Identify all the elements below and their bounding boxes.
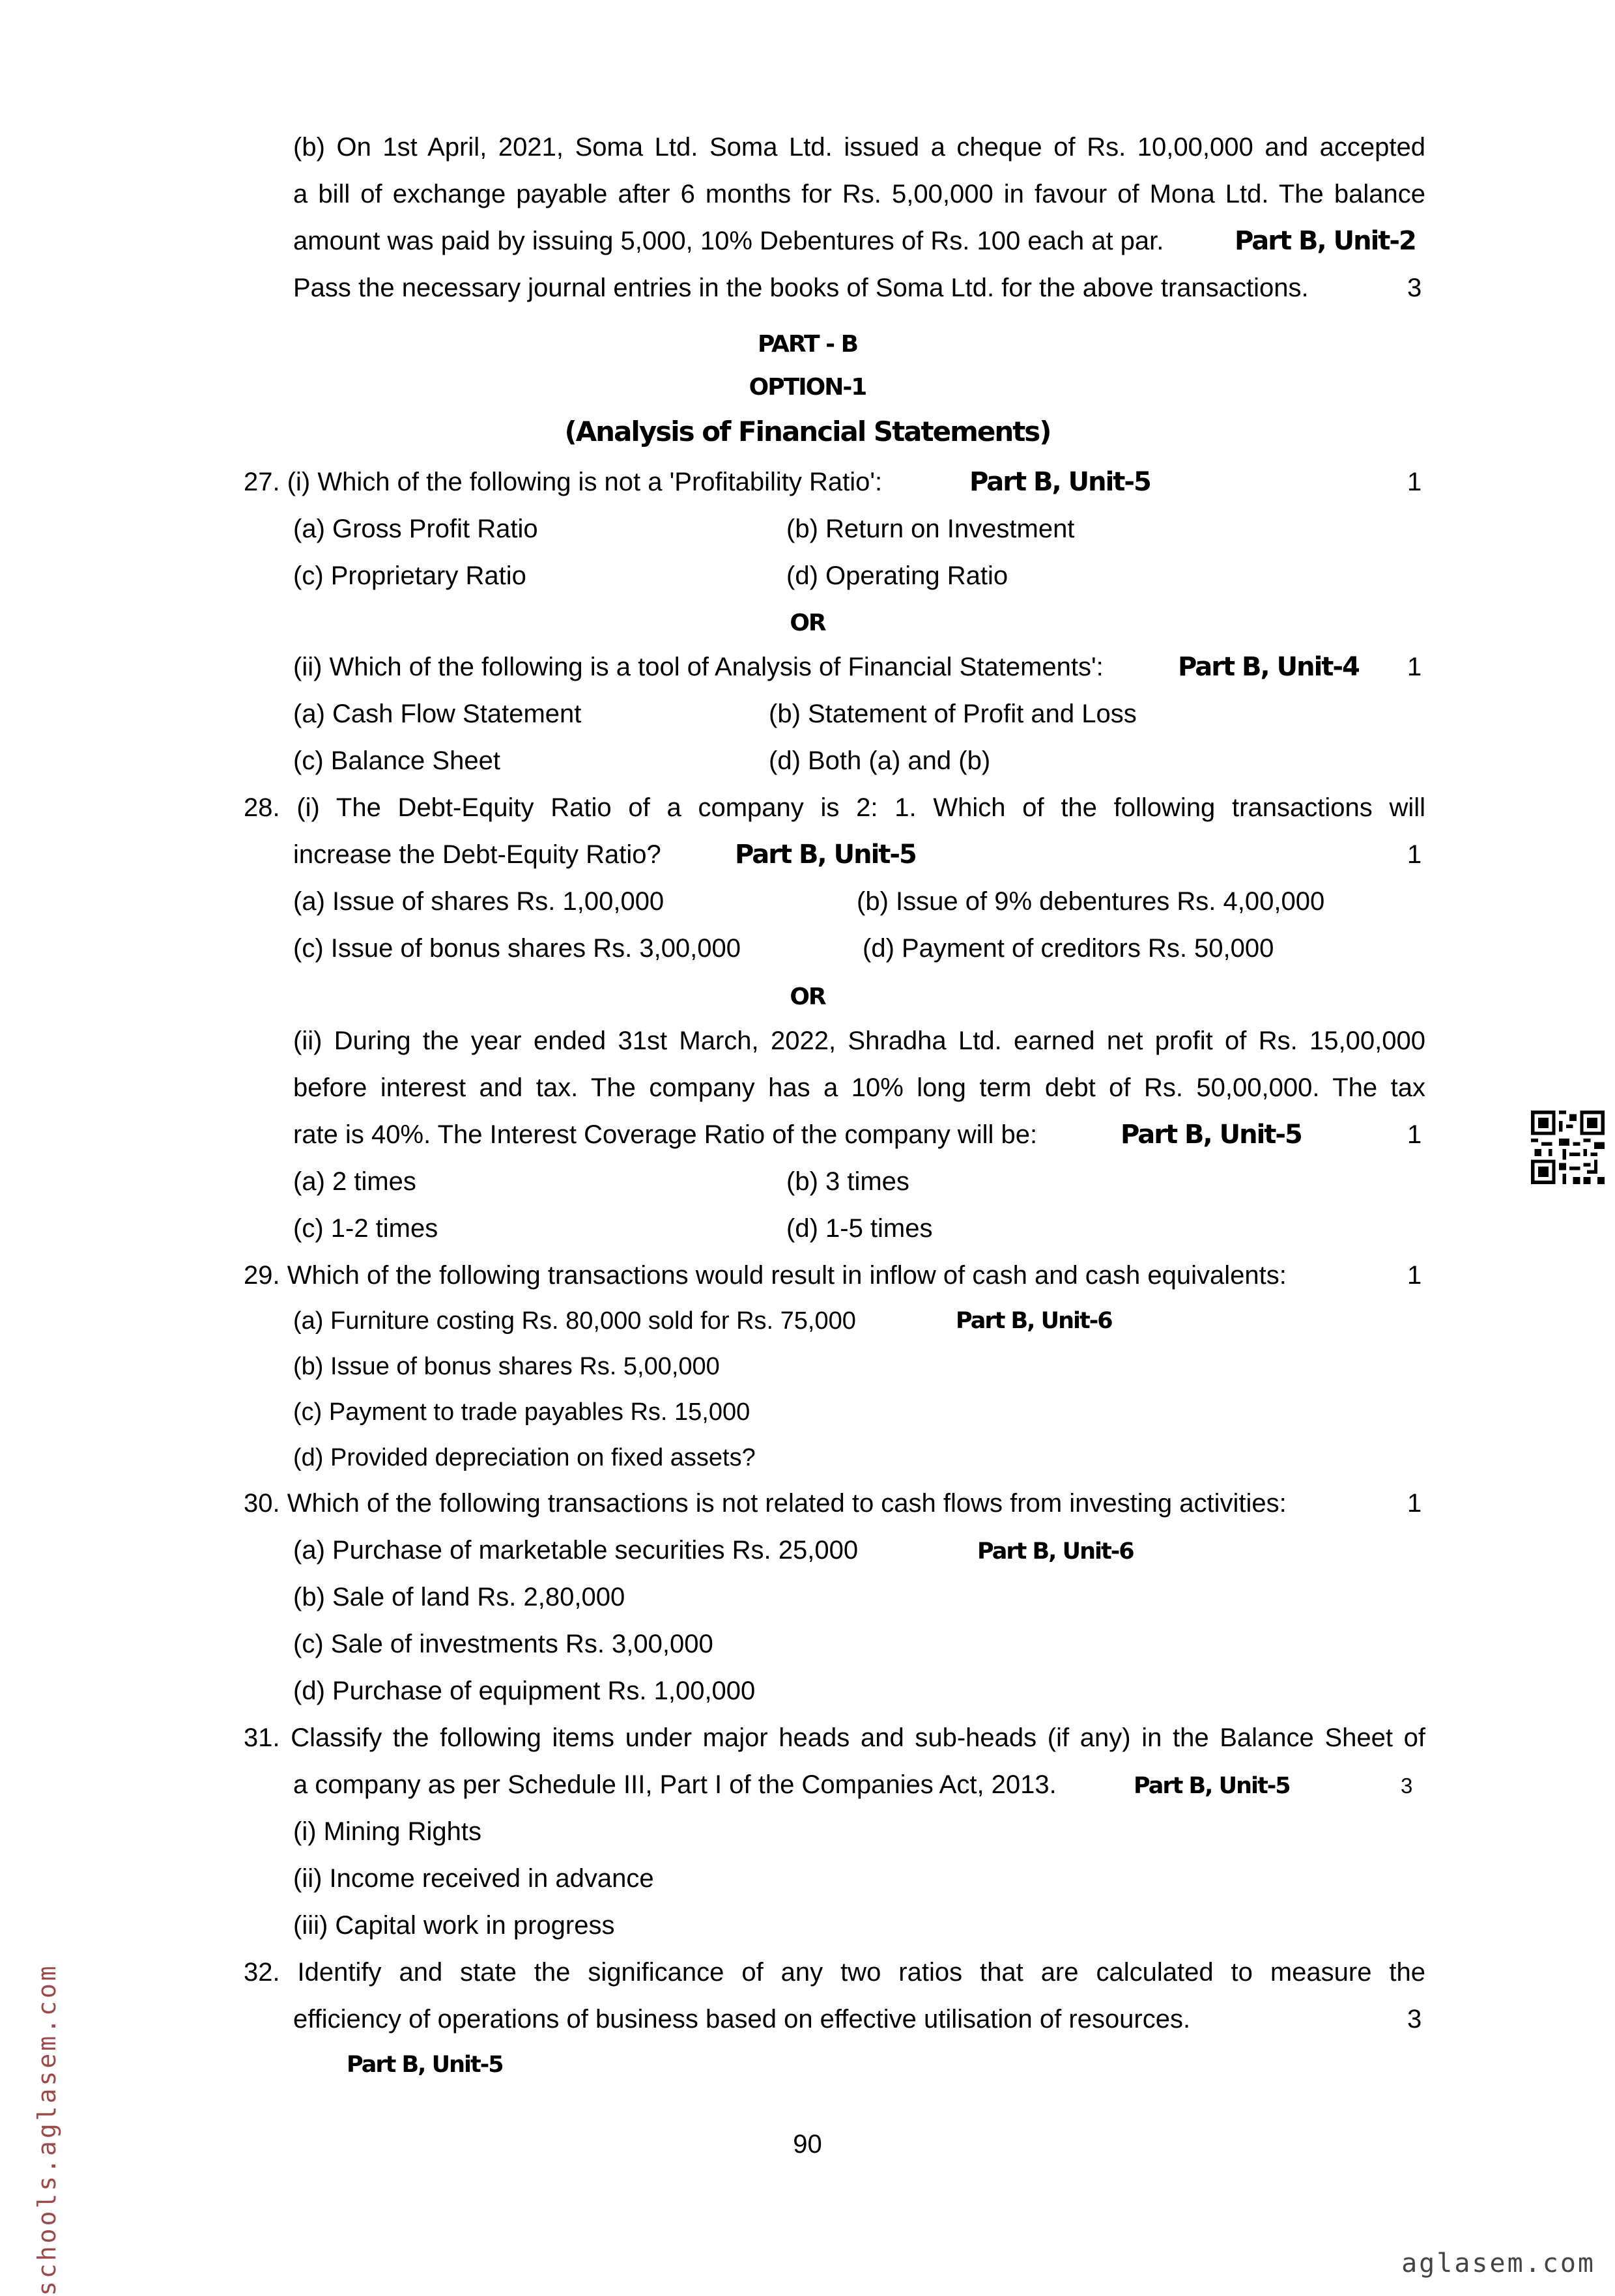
q28-or-divider: OR — [790, 984, 825, 1010]
q28-ii-option-c: (c) 1-2 times — [293, 1214, 438, 1243]
q30-option-c: (c) Sale of investments Rs. 3,00,000 — [293, 1630, 713, 1658]
option-heading: OPTION-1 — [749, 374, 866, 401]
q27-ii-option-c: (c) Balance Sheet — [293, 746, 500, 775]
q32-line2: efficiency of operations of business based on effective utilisation of resources. — [293, 2005, 1191, 2034]
q26b-unit-tag: Part B, Unit-2 — [1235, 226, 1416, 256]
q27-i-unit-tag: Part B, Unit-5 — [969, 467, 1151, 497]
q30-option-d: (d) Purchase of equipment Rs. 1,00,000 — [293, 1677, 756, 1705]
q30-question: 30. Which of the following transactions is not related to cash flows from investing activities: — [244, 1489, 1287, 1518]
q27-i-option-c: (c) Proprietary Ratio — [293, 561, 526, 590]
q29-option-d: (d) Provided depreciation on fixed assets? — [293, 1444, 756, 1471]
q32-unit-tag: Part B, Unit-5 — [347, 2052, 503, 2078]
q27-i-option-d: (d) Operating Ratio — [786, 561, 1008, 590]
q29-question: 29. Which of the following transactions would result in inflow of cash and cash equivalents: — [244, 1261, 1287, 1290]
q28-ii-line3: rate is 40%. The Interest Coverage Ratio of the company will be: — [293, 1120, 1038, 1149]
q31-item-i: (i) Mining Rights — [293, 1817, 481, 1846]
q27-ii-marks: 1 — [1407, 653, 1422, 681]
q28-ii-line1: (ii) During the year ended 31st March, 2022, Shradha Ltd. earned net profit of Rs. 15,00,000 — [293, 1027, 1425, 1055]
q28-i-line2: increase the Debt-Equity Ratio? — [293, 840, 661, 869]
q29-option-b: (b) Issue of bonus shares Rs. 5,00,000 — [293, 1353, 720, 1380]
q30-option-a: (a) Purchase of marketable securities Rs. 25,000 — [293, 1536, 859, 1565]
q28-ii-line2: before interest and tax. The company has a 10% long term debt of Rs. 50,00,000. The tax — [293, 1073, 1425, 1102]
q31-line1: 31. Classify the following items under major heads and sub-heads (if any) in the Balance Sheet of — [244, 1723, 1425, 1752]
q28-ii-option-a: (a) 2 times — [293, 1167, 416, 1196]
q28-i-option-b: (b) Issue of 9% debentures Rs. 4,00,000 — [857, 887, 1325, 916]
q27-ii-option-b: (b) Statement of Profit and Loss — [769, 700, 1137, 728]
qr-code — [1531, 1111, 1605, 1184]
q28-ii-option-b: (b) 3 times — [786, 1167, 909, 1196]
q28-i-option-d: (d) Payment of creditors Rs. 50,000 — [863, 934, 1274, 963]
q31-unit-tag: Part B, Unit-5 — [1134, 1773, 1290, 1799]
q26b-line1: (b) On 1st April, 2021, Soma Ltd. Soma Ltd. issued a cheque of Rs. 10,00,000 and accepted — [293, 133, 1425, 162]
q26b-line3: amount was paid by issuing 5,000, 10% Debentures of Rs. 100 each at par. — [293, 227, 1164, 255]
q27-i-option-a: (a) Gross Profit Ratio — [293, 515, 538, 543]
q28-ii-option-d: (d) 1-5 times — [786, 1214, 933, 1243]
q28-ii-marks: 1 — [1407, 1120, 1422, 1149]
q32-marks: 3 — [1407, 2005, 1422, 2034]
q30-marks: 1 — [1407, 1489, 1422, 1518]
q28-i-line1: 28. (i) The Debt-Equity Ratio of a company is 2: 1. Which of the following transactions will — [244, 793, 1425, 822]
q28-i-option-c: (c) Issue of bonus shares Rs. 3,00,000 — [293, 934, 741, 963]
q30-option-b: (b) Sale of land Rs. 2,80,000 — [293, 1583, 625, 1611]
q31-item-ii: (ii) Income received in advance — [293, 1864, 654, 1893]
q27-i-marks: 1 — [1407, 468, 1422, 496]
q32-line1: 32. Identify and state the significance of any two ratios that are calculated to measure the — [244, 1958, 1425, 1987]
q31-line2: a company as per Schedule III, Part I of the Companies Act, 2013. — [293, 1770, 1057, 1799]
q27-ii-question: (ii) Which of the following is a tool of Analysis of Financial Statements': — [293, 653, 1104, 681]
q31-marks: 3 — [1401, 1774, 1413, 1798]
page-number: 90 — [793, 2130, 822, 2159]
q26b-marks: 3 — [1407, 274, 1422, 302]
part-heading: PART - B — [757, 331, 858, 358]
q30-unit-tag: Part B, Unit-6 — [977, 1538, 1134, 1565]
q27-ii-option-d: (d) Both (a) and (b) — [769, 746, 991, 775]
q29-unit-tag: Part B, Unit-6 — [956, 1308, 1112, 1334]
q27-or-divider: OR — [790, 610, 825, 636]
q28-ii-unit-tag: Part B, Unit-5 — [1121, 1120, 1302, 1150]
q28-i-unit-tag: Part B, Unit-5 — [735, 840, 916, 870]
section-title: (Analysis of Financial Statements) — [564, 416, 1051, 447]
q28-i-marks: 1 — [1407, 840, 1422, 869]
q29-option-c: (c) Payment to trade payables Rs. 15,000 — [293, 1398, 750, 1426]
q28-i-option-a: (a) Issue of shares Rs. 1,00,000 — [293, 887, 665, 916]
q26b-line4: Pass the necessary journal entries in the books of Soma Ltd. for the above transactions. — [293, 274, 1309, 302]
q27-ii-unit-tag: Part B, Unit-4 — [1178, 652, 1359, 682]
q27-i-option-b: (b) Return on Investment — [786, 515, 1075, 543]
q27-i-question: 27. (i) Which of the following is not a 'Profitability Ratio': — [244, 468, 883, 496]
q26b-line2: a bill of exchange payable after 6 months for Rs. 5,00,000 in favour of Mona Ltd. The balance — [293, 180, 1425, 208]
q31-item-iii: (iii) Capital work in progress — [293, 1911, 615, 1940]
corner-watermark: aglasem.com — [1401, 2248, 1595, 2278]
q29-marks: 1 — [1407, 1261, 1422, 1290]
side-watermark: schools.aglasem.com — [33, 1963, 61, 2296]
q29-option-a: (a) Furniture costing Rs. 80,000 sold for Rs. 75,000 — [293, 1307, 856, 1335]
q27-ii-option-a: (a) Cash Flow Statement — [293, 700, 582, 728]
